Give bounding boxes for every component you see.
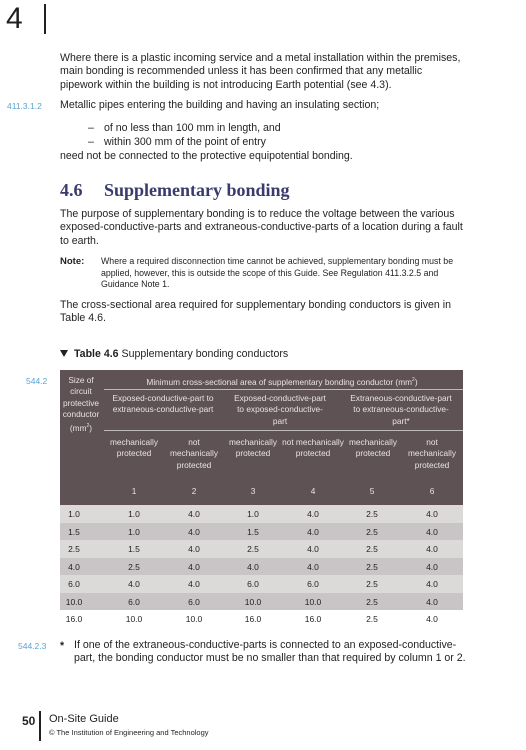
bonding-size-cell: 6.0 bbox=[188, 596, 200, 607]
cpc-size-cell: 16.0 bbox=[65, 614, 83, 624]
sub-header: not mechanically protected bbox=[282, 437, 344, 459]
bonding-size-cell: 4.0 bbox=[188, 579, 200, 589]
table-row bbox=[60, 610, 463, 628]
cpc-size-cell: 1.5 bbox=[68, 526, 80, 537]
bonding-size-cell: 1.0 bbox=[128, 526, 140, 537]
column-header-cpc-size: Size of circuit protective conductor $(mm^2)$ bbox=[62, 375, 100, 433]
footnote-text: If one of the extraneous-conductive-parts is connected to an exposed-conductive-part, the bonding conductor must be no smaller than that required by column 1 or 2. bbox=[74, 639, 466, 665]
regulation-ref-411-3-1-2: 411.3.1.2 bbox=[7, 101, 42, 111]
bonding-size-cell: 1.5 bbox=[128, 544, 140, 554]
bonding-size-cell: 4.0 bbox=[188, 561, 200, 572]
bonding-size-cell: 16.0 bbox=[304, 614, 322, 624]
table-row bbox=[60, 558, 463, 576]
column-number: 5 bbox=[369, 486, 375, 496]
header-rule bbox=[104, 430, 463, 431]
chapter-divider bbox=[44, 4, 46, 34]
group-header-extr-extr: Extraneous-conductive-part to extraneous-conductive-part* bbox=[350, 393, 452, 426]
bonding-size-cell: 1.0 bbox=[128, 509, 140, 519]
table-caption-label: Table 4.6 bbox=[74, 348, 119, 360]
bonding-size-cell: 6.0 bbox=[247, 579, 259, 589]
bonding-size-cell: 1.0 bbox=[247, 509, 259, 519]
sub-header: mechanically protected bbox=[349, 437, 397, 459]
paragraph-metallic-pipes: Metallic pipes entering the building and having an insulating section; bbox=[60, 99, 380, 111]
bonding-size-cell: 4.0 bbox=[426, 579, 438, 589]
bonding-size-cell: 2.5 bbox=[366, 614, 378, 624]
note-label: Note: bbox=[60, 256, 85, 267]
column-number: 6 bbox=[429, 486, 435, 496]
paragraph-not-connected: need not be connected to the protective equipotential bonding. bbox=[60, 150, 353, 162]
bonding-size-cell: 4.0 bbox=[128, 579, 140, 589]
bonding-size-cell: 2.5 bbox=[247, 544, 259, 554]
list-item-distance: within 300 mm of the point of entry bbox=[104, 136, 266, 148]
dash-bullet: – bbox=[88, 136, 94, 148]
bonding-size-cell: 10.0 bbox=[185, 614, 203, 624]
table-row bbox=[60, 523, 463, 541]
section-number: 4.6 bbox=[60, 180, 83, 200]
bonding-size-cell: 2.5 bbox=[366, 579, 378, 589]
column-number: 4 bbox=[310, 486, 316, 496]
bonding-size-cell: 2.5 bbox=[366, 596, 378, 607]
sub-header: not mechanically protected bbox=[408, 437, 456, 470]
group-header-exp-extr: Exposed-conductive-part to extraneous-conductive-part bbox=[112, 393, 214, 415]
column-number: 2 bbox=[191, 486, 197, 496]
cpc-size-cell: 1.0 bbox=[68, 509, 80, 519]
footer-title: On-Site Guide bbox=[49, 713, 119, 725]
triangle-down-icon bbox=[60, 350, 68, 357]
sub-header: mechanically protected bbox=[229, 437, 277, 459]
column-number: 1 bbox=[131, 486, 137, 496]
page-number: 50 bbox=[22, 714, 36, 728]
bonding-size-cell: 2.5 bbox=[128, 561, 140, 572]
bonding-size-cell: 1.5 bbox=[247, 526, 259, 537]
bonding-size-cell: 4.0 bbox=[426, 614, 438, 624]
bonding-size-cell: 4.0 bbox=[307, 561, 319, 572]
note-text: Where a required disconnection time cannot be achieved, supplementary bonding must be applied, however, this is outside the scope of this Guide. See Regulation 411.3.2.5 and Guidance Note 1. bbox=[101, 256, 454, 290]
table-row bbox=[60, 505, 463, 523]
bonding-size-cell: 4.0 bbox=[426, 509, 438, 519]
bonding-size-cell: 4.0 bbox=[188, 526, 200, 537]
cpc-size-cell: 6.0 bbox=[68, 579, 80, 589]
footnote-star: * bbox=[60, 640, 65, 652]
bonding-size-cell: 2.5 bbox=[366, 544, 378, 554]
bonding-size-cell: 10.0 bbox=[125, 614, 143, 624]
sub-header: not mechanically protected bbox=[170, 437, 218, 470]
sub-header: mechanically protected bbox=[110, 437, 158, 459]
bonding-size-cell: 10.0 bbox=[304, 596, 322, 607]
table-row bbox=[60, 593, 463, 611]
cpc-size-cell: 2.5 bbox=[68, 544, 80, 554]
bonding-size-cell: 4.0 bbox=[188, 509, 200, 519]
regulation-ref-544-2-3: 544.2.3 bbox=[18, 641, 47, 651]
cpc-size-cell: 4.0 bbox=[68, 561, 80, 572]
table-row bbox=[60, 540, 463, 558]
bonding-size-cell: 4.0 bbox=[426, 544, 438, 554]
bonding-size-cell: 4.0 bbox=[426, 526, 438, 537]
bonding-size-cell: 2.5 bbox=[366, 561, 378, 572]
bonding-size-cell: 4.0 bbox=[247, 561, 259, 572]
bonding-size-cell: 6.0 bbox=[128, 596, 140, 607]
table-header bbox=[60, 370, 463, 505]
table-caption-text: Supplementary bonding conductors bbox=[121, 348, 289, 360]
bonding-size-cell: 4.0 bbox=[188, 544, 200, 554]
table-row bbox=[60, 575, 463, 593]
bonding-size-cell: 2.5 bbox=[366, 509, 378, 519]
paragraph-cross-section: The cross-sectional area required for supplementary bonding conductors is given in Table 4.6. bbox=[60, 299, 452, 325]
column-number: 3 bbox=[250, 486, 256, 496]
bonding-size-cell: 4.0 bbox=[426, 561, 438, 572]
section-title: Supplementary bonding bbox=[104, 180, 290, 200]
cpc-size-cell: 10.0 bbox=[65, 596, 83, 607]
list-item-length: of no less than 100 mm in length, and bbox=[104, 122, 281, 134]
bonding-size-cell: 4.0 bbox=[426, 596, 438, 607]
bonding-size-cell: 16.0 bbox=[244, 614, 262, 624]
group-header-exp-exp: Exposed-conductive-part to exposed-conductive-part bbox=[234, 393, 326, 426]
bonding-size-cell: 4.0 bbox=[307, 544, 319, 554]
footer-copyright: © The Institution of Engineering and Technology bbox=[49, 728, 209, 737]
bonding-size-cell: 4.0 bbox=[307, 526, 319, 537]
dash-bullet: – bbox=[88, 122, 94, 134]
chapter-number: 4 bbox=[6, 2, 23, 35]
table-caption bbox=[74, 348, 288, 360]
regulation-ref-544-2: 544.2 bbox=[26, 376, 48, 386]
bonding-size-cell: 10.0 bbox=[244, 596, 262, 607]
bonding-size-cell: 4.0 bbox=[307, 509, 319, 519]
bonding-size-cell: 6.0 bbox=[307, 579, 319, 589]
header-rule bbox=[104, 389, 463, 390]
footer-divider bbox=[39, 711, 41, 741]
paragraph-plastic-service: Where there is a plastic incoming service and a metal installation within the premises, main bonding is recommended unless it has been confirmed that any metallic pipework within the building is not introducing Earth potential (see 4.3). bbox=[60, 52, 461, 91]
column-header-span: Minimum cross-sectional area of supplementary bonding conductor $(mm^2)$ bbox=[146, 376, 418, 387]
bonding-size-cell: 2.5 bbox=[366, 526, 378, 537]
paragraph-purpose: The purpose of supplementary bonding is to reduce the voltage between the various exposed-conductive-parts and extraneous-conductive-parts of a location during a fault to earth. bbox=[60, 208, 463, 247]
